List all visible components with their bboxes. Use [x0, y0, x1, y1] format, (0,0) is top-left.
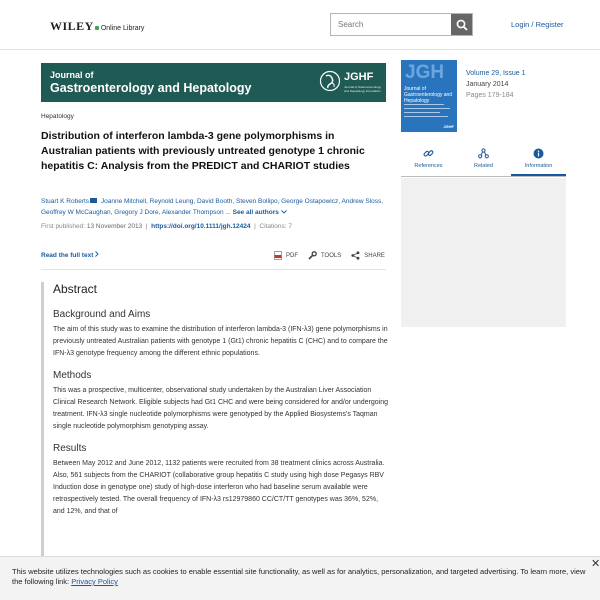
publication-info — [41, 223, 292, 230]
separator: | — [252, 223, 258, 230]
pdf-label: PDF — [286, 252, 298, 259]
results-text: Between May 2012 and June 2012, 1132 patients were recruited from 38 treatment clinics across Australia. Also, 561 subjects from the CHARIOT (collaborative group hepatitis C study using high dose Pegasys RBV Induction dose in genotype one) study of high-dose interferon who had baseline serum available were retrospectively tested. The overall frequency of IFN-λ3 rs12979860 CC/CT/TT genotypes was 36%, 52%, and 12%, and that of — [53, 460, 385, 515]
search-input[interactable] — [331, 14, 451, 35]
search-box — [330, 13, 473, 36]
cover-line — [404, 104, 444, 105]
wiley-online-library-logo[interactable] — [50, 19, 144, 34]
read-full-text-link[interactable] — [41, 251, 99, 259]
cookie-message — [12, 567, 587, 587]
issue-pages: Pages 179-184 — [466, 92, 514, 99]
pdf-button[interactable] — [274, 251, 298, 260]
jghf-logo-text: JGHF — [344, 71, 374, 83]
tools-label: TOOLS — [321, 252, 342, 259]
privacy-policy-link[interactable]: Privacy Policy — [71, 577, 118, 586]
results-heading: Results — [53, 443, 87, 454]
abstract-heading: Abstract — [53, 282, 98, 296]
tools-button[interactable] — [308, 251, 341, 260]
share-label: SHARE — [364, 252, 385, 259]
author-link[interactable]: Stuart K Roberts — [41, 198, 90, 205]
doi-link[interactable]: https://doi.org/10.1111/jgh.12424 — [151, 223, 251, 230]
logo-suffix-text: Online Library — [100, 25, 145, 32]
journal-banner[interactable] — [41, 63, 386, 102]
separator: | — [144, 223, 150, 230]
tab-related-label: Related — [474, 163, 493, 169]
cover-line — [404, 112, 440, 113]
info-icon — [533, 148, 544, 159]
information-panel — [401, 178, 566, 327]
read-full-text-label: Read the full text — [41, 252, 94, 259]
cover-logo-text: JGHF — [443, 124, 454, 129]
article-category[interactable]: Hepatology — [41, 113, 74, 120]
cookie-banner — [0, 556, 600, 600]
issue-info — [466, 68, 526, 101]
divider — [41, 269, 386, 270]
background-heading: Background and Aims — [53, 309, 151, 320]
login-register-link[interactable]: Login / Register — [511, 20, 564, 29]
close-icon[interactable]: ✕ — [591, 558, 600, 570]
first-published-date: 13 November 2013 — [86, 223, 143, 230]
first-published-label: First published: — [41, 223, 86, 230]
cover-line — [404, 116, 448, 117]
abstract-accent-bar — [41, 282, 44, 562]
cover-title-text: Journal of Gastroenterology and Hepatology — [404, 86, 453, 104]
methods-heading: Methods — [53, 370, 92, 381]
envelope-icon[interactable] — [90, 198, 97, 203]
share-icon — [351, 251, 360, 260]
network-icon — [478, 148, 489, 159]
chevron-down-icon — [281, 210, 287, 214]
wrench-icon — [308, 251, 317, 260]
share-button[interactable] — [351, 251, 385, 260]
author-list — [41, 196, 386, 218]
cover-line — [404, 108, 450, 109]
cookie-message-text: This website utilizes technologies such as cookies to enable essential site functionality, as well as for analytics, personalization, and targeted advertising. To learn more, view the following link: — [12, 567, 586, 586]
search-icon — [456, 19, 468, 31]
jghf-logo-subtext: Journal of Gastroenterology and Hepatology Foundation — [344, 85, 382, 93]
site-header — [0, 0, 600, 50]
tab-information-label: Information — [524, 163, 553, 169]
cover-jgh-text: JGH — [405, 62, 445, 83]
tab-related[interactable] — [456, 146, 511, 176]
article-tools — [274, 251, 395, 260]
link-icon — [423, 148, 434, 159]
author-links-rest[interactable]: Joanne Mitchell, Reynold Leung, David Booth, Steven Bollipo, George Ostapowicz, Andrew Sloss, Geoffrey W McCaughan, Gregory J Dore, Alexander Thompson ... — [41, 198, 384, 216]
journal-title — [50, 69, 251, 95]
pdf-icon — [274, 251, 282, 260]
logo-wiley-text: WILEY — [50, 19, 94, 33]
journal-cover-image[interactable] — [401, 60, 457, 132]
tab-references-label: References — [414, 163, 443, 169]
methods-text: This was a prospective, multicenter, observational study undertaken by the Australian Liver Association Clinical Research Network. Eligible subjects had Gt1 CHC and were being considered for and/or undergoing treatment. IFN-λ3 single nucleotide polymorphisms were genotyped by the Applied Biosystems's Taqman single nucleotide polymorphism genotyping assay. — [53, 387, 389, 430]
see-all-authors-link[interactable] — [233, 209, 287, 216]
see-all-label: See all authors — [232, 209, 279, 216]
tab-information[interactable] — [511, 146, 566, 176]
search-button[interactable] — [451, 14, 472, 35]
jghf-emblem-icon — [319, 70, 341, 92]
tab-references[interactable] — [401, 146, 456, 176]
background-text: The aim of this study was to examine the distribution of interferon lambda-3 (IFN-λ3) gene polymorphisms in previously untreated Australian patients with genotype 1 (Gt1) chronic hepatitis C (CHC) and to compare the IFN-λ3 genotype frequency among the different ethnic populations. — [53, 326, 388, 357]
sidebar-tabs — [401, 146, 566, 177]
chevron-right-icon — [95, 251, 99, 257]
journal-title-line1: Journal of — [50, 70, 94, 80]
logo-dot — [95, 26, 99, 30]
issue-date: January 2014 — [466, 81, 509, 88]
article-title: Distribution of interferon lambda-3 gene polymorphisms in Australian patients with previously untreated genotype 1 chronic hepatitis C: Analysis from the PREDICT and CHARIOT studies — [41, 130, 365, 172]
issue-volume-link[interactable]: Volume 29, Issue 1 — [466, 70, 526, 77]
abstract-section — [53, 282, 388, 528]
citations-count[interactable]: Citations: 7 — [259, 223, 292, 230]
journal-title-line2: Gastroenterology and Hepatology — [50, 81, 252, 95]
